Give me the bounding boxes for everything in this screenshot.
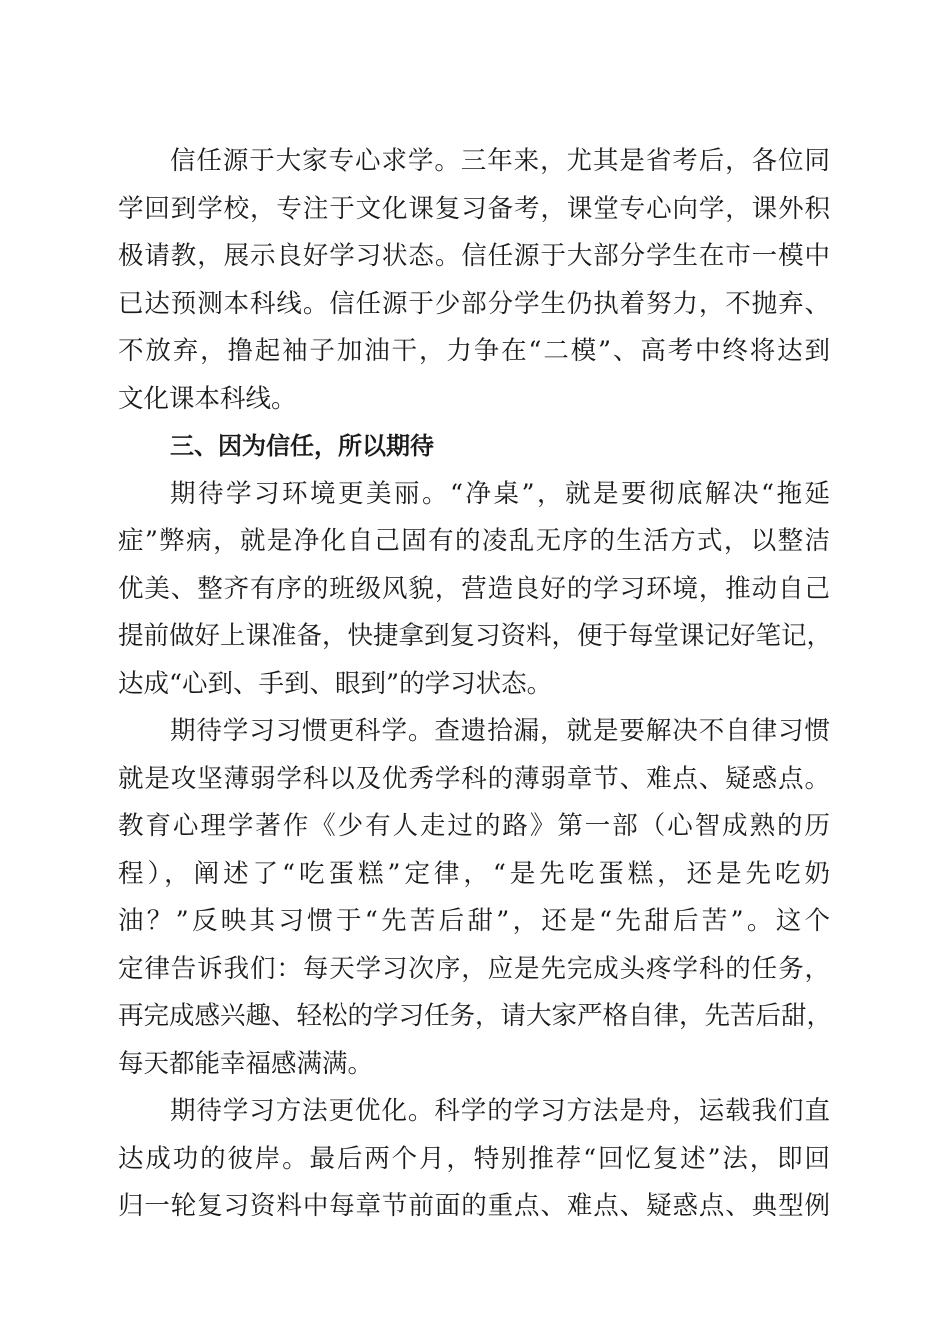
text-line: 达成功的彼岸。最后两个月，特别推荐“回忆复述”法，即回 xyxy=(118,1143,830,1174)
text-line: 就是攻坚薄弱学科以及优秀学科的薄弱章节、难点、疑惑点。 xyxy=(118,763,830,794)
paragraph-methods xyxy=(118,1088,830,1231)
text-line: 已达预测本科线。信任源于少部分学生仍执着努力，不抛弃、 xyxy=(118,288,830,319)
text-line: 期待学习环境更美丽。“净桌”，就是要彻底解决“拖延 xyxy=(170,478,830,509)
text-line: 信任源于大家专心求学。三年来，尤其是省考后，各位同 xyxy=(170,146,830,176)
text-line: 优美、整齐有序的班级风貌，营造良好的学习环境，推动自己 xyxy=(118,573,830,604)
text-line: 提前做好上课准备，快捷拿到复习资料，便于每堂课记好笔记， xyxy=(118,621,833,651)
text-line: 期待学习方法更优化。科学的学习方法是舟，运载我们直 xyxy=(170,1096,830,1126)
text-line: 文化课本科线。 xyxy=(118,383,297,414)
paragraph-trust-study xyxy=(118,138,830,423)
text-line: 程），阐述了“吃蛋糕”定律，“是先吃蛋糕，还是先吃奶 xyxy=(118,858,830,889)
section-heading-text: 三、因为信任，所以期待 xyxy=(170,432,434,460)
text-line: 期待学习习惯更科学。查遗拾漏，就是要解决不自律习惯 xyxy=(170,716,830,746)
text-line: 症”弊病，就是净化自己固有的凌乱无序的生活方式，以整洁 xyxy=(118,526,830,556)
text-line: 每天都能幸福感满满。 xyxy=(118,1048,374,1079)
text-line: 极请教，展示良好学习状态。信任源于大部分学生在市一模中 xyxy=(118,241,830,271)
text-line: 油？”反映其习惯于“先苦后甜”，还是“先甜后苦”。这个 xyxy=(118,906,830,936)
document-page xyxy=(118,138,833,1231)
text-line: 再完成感兴趣、轻松的学习任务，请大家严格自律，先苦后甜， xyxy=(118,1001,833,1031)
paragraph-habits xyxy=(118,708,833,1088)
text-line: 学回到学校，专注于文化课复习备考，课堂专心向学，课外积 xyxy=(118,193,830,224)
text-line: 达成“心到、手到、眼到”的学习状态。 xyxy=(118,668,553,699)
section-heading xyxy=(118,423,830,471)
text-line: 教育心理学著作《少有人走过的路》第一部（心智成熟的历 xyxy=(118,811,830,841)
text-line: 归一轮复习资料中每章节前面的重点、难点、疑惑点、典型例 xyxy=(118,1191,830,1221)
text-line: 不放弃，撸起袖子加油干，力争在“二模”、高考中终将达到 xyxy=(118,336,830,366)
text-line: 定律告诉我们：每天学习次序，应是先完成头疼学科的任务， xyxy=(118,953,830,984)
paragraph-environment xyxy=(118,471,833,709)
